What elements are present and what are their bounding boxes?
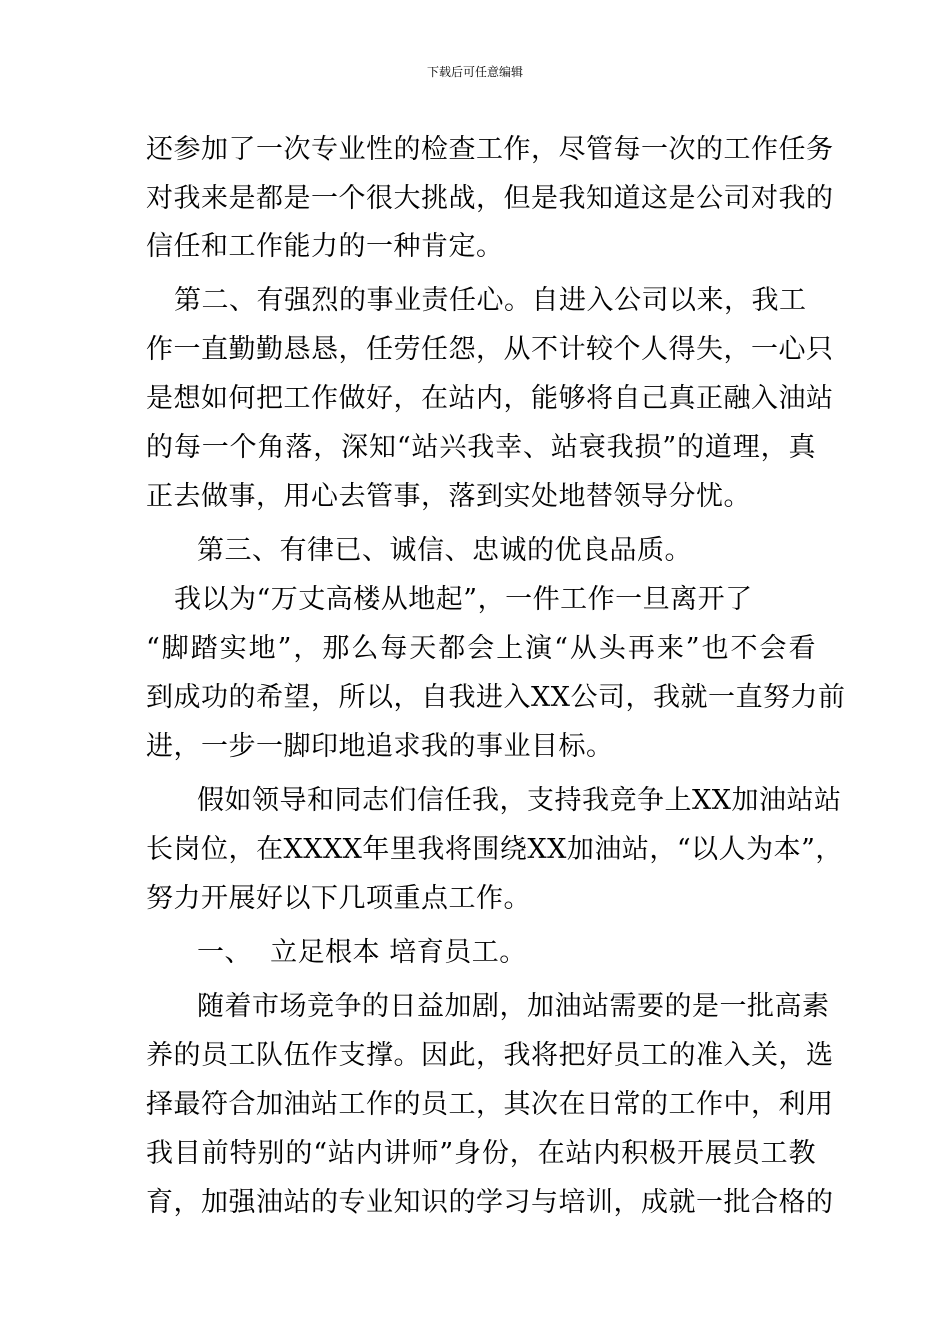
paragraph-start-line: 第二、有强烈的事业责任心。自进入公司以来，我工	[174, 285, 807, 316]
body-line: 还参加了一次专业性的检查工作，尽管每一次的工作任务	[146, 134, 834, 165]
body-line: 是想如何把工作做好，在站内，能够将自己真正融入油站	[146, 383, 834, 414]
paragraph-start-line: 我以为“万丈高楼从地起”，一件工作一旦离开了	[174, 584, 753, 615]
body-line: 育，加强油站的专业知识的学习与培训，成就一批合格的	[146, 1187, 834, 1218]
body-line: 正去做事，用心去管事，落到实处地替领导分忧。	[146, 481, 751, 512]
body-line: “脚踏实地”，那么每天都会上演“从头再来”也不会看	[146, 633, 816, 664]
page-header-note: 下载后可任意编辑	[426, 65, 523, 79]
body-line: 长岗位，在XXXX年里我将围绕XX加油站，“以人为本”，	[146, 834, 843, 865]
body-line: 对我来是都是一个很大挑战，但是我知道这是公司对我的	[146, 183, 834, 214]
body-line: 的每一个角落，深知“站兴我幸、站衰我损”的道理，真	[146, 432, 816, 463]
body-line: 努力开展好以下几项重点工作。	[146, 883, 531, 914]
body-line: 进，一步一脚印地追求我的事业目标。	[146, 731, 614, 762]
body-line: 择最符合加油站工作的员工，其次在日常的工作中，利用	[146, 1089, 834, 1120]
paragraph-start-line: 假如领导和同志们信任我，支持我竞争上XX加油站站	[197, 785, 842, 816]
paragraph-start-line: 随着市场竞争的日益加剧，加油站需要的是一批高素	[197, 991, 830, 1022]
section-heading: 一、 立足根本 培育员工。	[197, 937, 527, 968]
body-line: 作一直勤勤恳恳，任劳任怨，从不计较个人得失，一心只	[146, 334, 834, 365]
paragraph-start-line: 第三、有律已、诚信、忠诚的优良品质。	[197, 535, 692, 566]
body-line: 信任和工作能力的一种肯定。	[146, 231, 504, 262]
body-line: 我目前特别的“站内讲师”身份，在站内积极开展员工教	[146, 1138, 816, 1169]
body-line: 到成功的希望，所以，自我进入XX公司，我就一直努力前	[146, 682, 846, 713]
body-line: 养的员工队伍作支撑。因此，我将把好员工的准入关，选	[146, 1040, 834, 1071]
